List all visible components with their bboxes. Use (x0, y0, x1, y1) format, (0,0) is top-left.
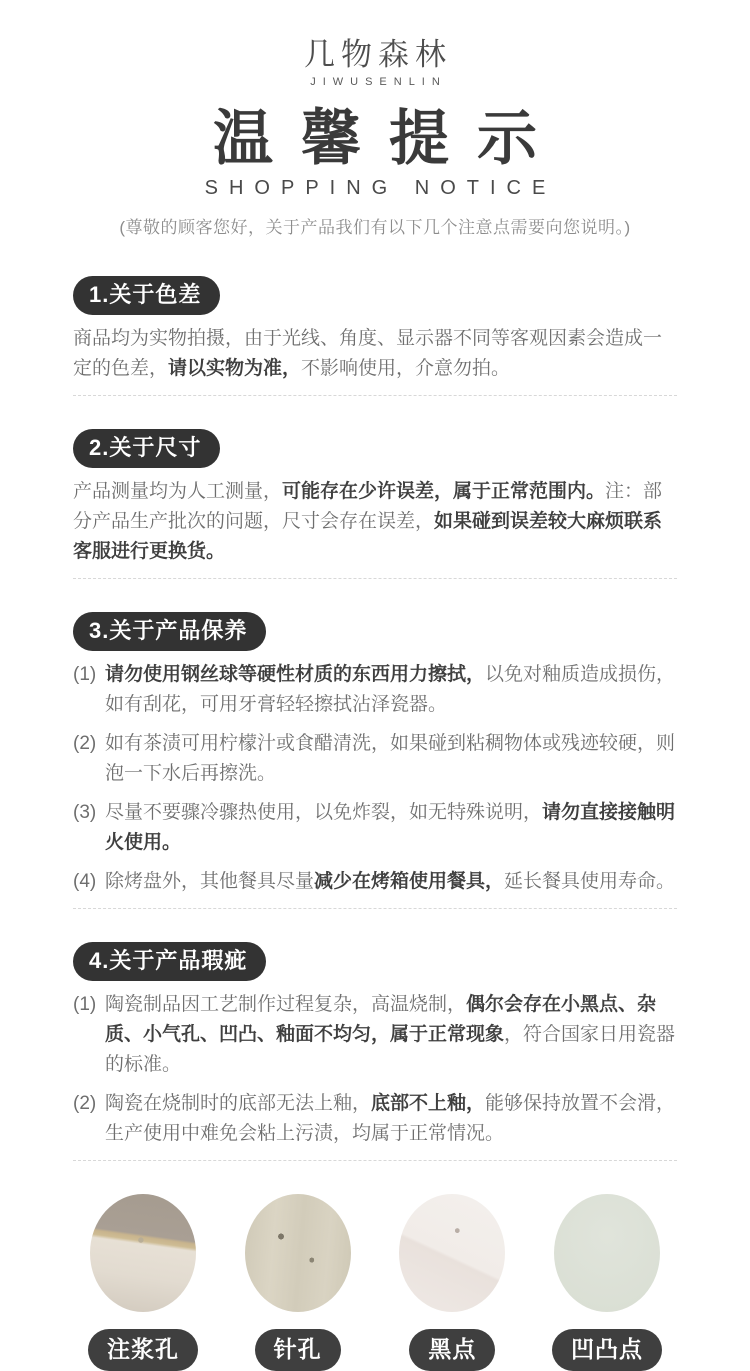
item-text: 产品测量均为人工测量，可能存在少许误差，属于正常范围内。注：部分产品生产批次的问题，尺寸会存在误差，如果碰到误差较大麻烦联系客服进行更换货。 (73, 481, 663, 562)
item-text: 如有茶渍可用柠檬汁或食醋清洗，如果碰到粘稠物体或残迹较硬，则泡一下水后再擦洗。 (105, 733, 676, 784)
slip-casting-hole-photo (90, 1194, 196, 1312)
page-subtitle: SHOPPING NOTICE (204, 177, 557, 199)
defect-examples-row (73, 1194, 677, 1371)
item-text: 尽量不要骤冷骤热使用，以免炸裂，如无特殊说明，请勿直接接触明火使用。 (105, 802, 676, 853)
item-marker: (1) (73, 994, 97, 1015)
defect-label: 针孔 (255, 1329, 341, 1371)
item-text: 除烤盘外，其他餐具尽量减少在烤箱使用餐具，延长餐具使用寿命。 (105, 871, 676, 892)
item-text: 请勿使用钢丝球等硬性材质的东西用力擦拭，以免对釉质造成损伤，如有刮花，可用牙膏轻轻擦拭沾泽瓷器。 (105, 664, 676, 715)
notice-section-3 (73, 612, 677, 897)
item-marker: (4) (73, 871, 97, 892)
section-divider (73, 395, 677, 396)
notice-item (73, 1089, 677, 1149)
defect-label: 黑点 (409, 1329, 495, 1371)
notice-item (73, 729, 677, 789)
notice-item (73, 867, 677, 897)
page-title: 温馨提示 (213, 105, 565, 172)
item-marker: (3) (73, 802, 97, 823)
bump-dent-photo (554, 1194, 660, 1312)
section-badge: 3.关于产品保养 (73, 612, 266, 651)
section-divider (73, 908, 677, 909)
black-dot-photo (399, 1194, 505, 1312)
notice-item (73, 324, 677, 384)
item-text: 商品均为实物拍摄，由于光线、角度、显示器不同等客观因素会造成一定的色差，请以实物为准，不影响使用，介意勿拍。 (73, 328, 663, 379)
notice-sections (73, 276, 677, 1161)
item-marker: (2) (73, 1093, 97, 1114)
item-text: 陶瓷在烧制时的底部无法上釉，底部不上釉，能够保持放置不会滑，生产使用中难免会粘上污渍，均属于正常情况。 (105, 1093, 676, 1144)
defect-label: 凹凸点 (552, 1329, 662, 1371)
notice-section-4 (73, 942, 677, 1149)
defect-example (228, 1194, 368, 1371)
notice-item (73, 798, 677, 858)
brand-romanized-name: JIWUSENLIN (310, 76, 447, 88)
section-divider (73, 578, 677, 579)
defect-example (73, 1194, 213, 1371)
notice-item (73, 990, 677, 1080)
title-block (73, 106, 677, 240)
notice-section-1 (73, 276, 677, 384)
section-divider (73, 1160, 677, 1161)
brand-name: 几物森林 (304, 37, 452, 73)
brand-header (73, 36, 677, 90)
notice-item (73, 660, 677, 720)
defect-example (537, 1194, 677, 1371)
section-badge: 2.关于尺寸 (73, 429, 220, 468)
item-marker: (1) (73, 664, 97, 685)
notice-section-2 (73, 429, 677, 567)
item-text: 陶瓷制品因工艺制作过程复杂，高温烧制，偶尔会存在小黑点、杂质、小气孔、凹凸、釉面不均匀，属于正常现象，符合国家日用瓷器的标准。 (105, 994, 676, 1075)
defect-example (382, 1194, 522, 1371)
customer-greeting-note: (尊敬的顾客您好，关于产品我们有以下几个注意点需要向您说明。) (119, 218, 631, 237)
section-badge: 1.关于色差 (73, 276, 220, 315)
pinhole-photo (245, 1194, 351, 1312)
notice-item (73, 477, 677, 567)
item-marker: (2) (73, 733, 97, 754)
section-badge: 4.关于产品瑕疵 (73, 942, 266, 981)
defect-label: 注浆孔 (88, 1329, 198, 1371)
